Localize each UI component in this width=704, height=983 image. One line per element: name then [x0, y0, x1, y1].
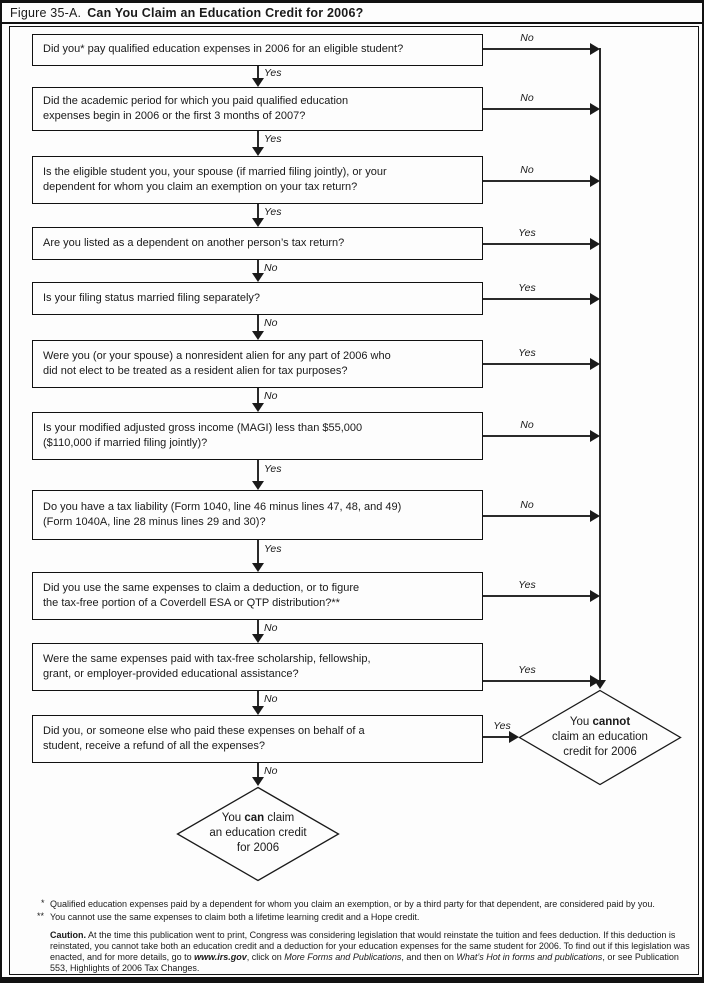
flow-arrowhead-6: [252, 403, 264, 412]
footnote-2-marker: **: [37, 911, 45, 921]
branch-arrowhead-6: [590, 358, 600, 370]
branch-line-9: [483, 595, 592, 597]
branch-line-1: [483, 48, 592, 50]
caution-text: , or see Publication 553, Highlights of 2006 Tax Changes.: [50, 952, 679, 973]
branch-label-11: Yes: [493, 720, 511, 732]
flow-arrowhead-2: [252, 147, 264, 156]
flow-line-7: [257, 460, 259, 481]
question-box-8: [32, 490, 483, 540]
outcome-text-bold: cannot: [592, 716, 631, 728]
branch-arrowhead-11: [509, 731, 519, 743]
caution-publication-ref: What’s Hot in forms and publications: [456, 952, 603, 962]
branch-label-2: No: [520, 92, 534, 104]
question-text: Did the academic period for which you paid qualified education: [43, 94, 349, 107]
flow-arrowhead-4: [252, 273, 264, 282]
branch-label-10: Yes: [518, 664, 536, 676]
flow-line-11: [257, 763, 259, 777]
footnote-1-text: Qualified education expenses paid by a dependent for whom you claim an exemption, or by a third party for that dependent, are considered paid by you.: [50, 899, 655, 909]
caution-label: Caution.: [50, 930, 86, 940]
question-text: Do you have a tax liability (Form 1040, line 46 minus lines 47, 48, and 49): [43, 500, 402, 513]
outcome-cannot-text: [518, 715, 682, 760]
branch-arrowhead-1: [590, 43, 600, 55]
flow-line-9: [257, 620, 259, 634]
flow-line-2: [257, 131, 259, 147]
branch-label-5: Yes: [518, 282, 536, 294]
outcome-text-part: You: [569, 716, 593, 728]
outcome-text-part: claim: [264, 812, 295, 824]
flow-line-3: [257, 204, 259, 218]
branch-arrowhead-7: [590, 430, 600, 442]
question-box-2: [32, 87, 483, 131]
question-text: expenses begin in 2006 or the first 3 months of 2007?: [43, 110, 306, 122]
question-text: Are you listed as a dependent on another person’s tax return?: [43, 236, 345, 249]
flow-label-8: Yes: [264, 543, 282, 555]
flow-arrowhead-10: [252, 706, 264, 715]
flow-label-10: No: [264, 693, 278, 705]
branch-line-2: [483, 108, 592, 110]
question-text: Is your modified adjusted gross income (MAGI) less than $55,000: [43, 421, 363, 434]
outcome-text-part: credit for 2006: [563, 746, 637, 758]
branch-label-6: Yes: [518, 347, 536, 359]
question-text: Is the eligible student you, your spouse (if married filing jointly), or your: [43, 165, 387, 178]
flow-label-6: No: [264, 390, 278, 402]
branch-arrowhead-2: [590, 103, 600, 115]
question-box-10: [32, 643, 483, 691]
branch-line-5: [483, 298, 592, 300]
caution-note: [50, 930, 698, 974]
flow-line-8: [257, 540, 259, 563]
question-text: (Form 1040A, line 28 minus lines 29 and 30)?: [43, 516, 266, 528]
flow-arrowhead-7: [252, 481, 264, 490]
branch-arrowhead-5: [590, 293, 600, 305]
question-text: dependent for whom you claim an exemption on your tax return?: [43, 181, 358, 193]
question-box-1: [32, 34, 483, 66]
branch-arrowhead-9: [590, 590, 600, 602]
flow-label-9: No: [264, 622, 278, 634]
footnote-2-text: You cannot use the same expenses to claim both a lifetime learning credit and a Hope credit.: [50, 912, 420, 922]
outcome-cannot-diamond: [518, 689, 682, 786]
question-text: Did you use the same expenses to claim a deduction, or to figure: [43, 581, 360, 594]
outcome-can-text: [176, 811, 340, 856]
flow-label-1: Yes: [264, 67, 282, 79]
branch-line-6: [483, 363, 592, 365]
flow-label-11: No: [264, 765, 278, 777]
question-box-9: [32, 572, 483, 620]
question-text: the tax-free portion of a Coverdell ESA or QTP distribution?**: [43, 597, 340, 609]
flow-line-1: [257, 66, 259, 78]
flow-arrowhead-11: [252, 777, 264, 786]
flow-label-5: No: [264, 317, 278, 329]
question-box-5: [32, 282, 483, 315]
caution-text: At the time this publication went to print, Congress was considering legislation that would reinstate the tuition and fees deduction. If this deduction is reinstated, you cannot take both an education credit and a deduction for your education expenses for the same student for 2006. To find out if this legislation was enacted, and for more details, go to: [50, 930, 690, 962]
question-text: ($110,000 if married filing jointly)?: [43, 437, 208, 449]
figure-heading: Can You Claim an Education Credit for 2006?: [87, 6, 364, 20]
branch-line-4: [483, 243, 592, 245]
title-divider: [2, 22, 704, 24]
branch-arrowhead-8: [590, 510, 600, 522]
branch-line-10: [483, 680, 592, 682]
branch-label-7: No: [520, 419, 534, 431]
branch-line-7: [483, 435, 592, 437]
question-text: student, receive a refund of all the expenses?: [43, 740, 265, 752]
branch-line-11: [483, 736, 511, 738]
outcome-can-diamond: [176, 786, 340, 882]
caution-text: , click on: [246, 952, 285, 962]
caution-text: , and then on: [401, 952, 457, 962]
question-text: Were you (or your spouse) a nonresident alien for any part of 2006 who: [43, 349, 391, 362]
question-box-6: [32, 340, 483, 388]
question-box-11: [32, 715, 483, 763]
figure-label: Figure 35-A.: [10, 6, 82, 20]
question-box-3: [32, 156, 483, 204]
question-text: grant, or employer-provided educational assistance?: [43, 668, 299, 680]
branch-line-3: [483, 180, 592, 182]
flow-arrowhead-9: [252, 634, 264, 643]
flow-arrowhead-8: [252, 563, 264, 572]
outcome-text-part: You: [221, 812, 245, 824]
outcome-text-part: an education credit: [209, 827, 307, 839]
branch-arrowhead-4: [590, 238, 600, 250]
flow-label-4: No: [264, 262, 278, 274]
footnote-1-marker: *: [41, 898, 45, 908]
flow-label-2: Yes: [264, 133, 282, 145]
outcome-text-bold: can: [244, 812, 265, 824]
question-text: Is your filing status married filing separately?: [43, 291, 261, 304]
flow-arrowhead-1: [252, 78, 264, 87]
branch-label-8: No: [520, 499, 534, 511]
question-text: did not elect to be treated as a resident alien for tax purposes?: [43, 365, 348, 377]
flow-arrowhead-3: [252, 218, 264, 227]
flow-arrowhead-5: [252, 331, 264, 340]
question-text: Did you, or someone else who paid these expenses on behalf of a: [43, 724, 365, 737]
flow-line-6: [257, 388, 259, 403]
flow-label-7: Yes: [264, 463, 282, 475]
question-box-7: [32, 412, 483, 460]
branch-arrowhead-3: [590, 175, 600, 187]
flow-line-4: [257, 260, 259, 273]
flow-line-10: [257, 691, 259, 706]
flow-label-3: Yes: [264, 206, 282, 218]
branch-line-8: [483, 515, 592, 517]
irs-website-text: www.irs.gov: [194, 952, 247, 962]
collector-arrowhead: [594, 680, 606, 689]
branch-label-4: Yes: [518, 227, 536, 239]
branch-label-3: No: [520, 164, 534, 176]
branch-label-1: No: [520, 32, 534, 44]
figure-title: [10, 6, 363, 20]
branch-label-9: Yes: [518, 579, 536, 591]
outcome-text-part: claim an education: [552, 731, 648, 743]
caution-publication-ref: More Forms and Publications: [284, 952, 402, 962]
question-text: Did you* pay qualified education expenses in 2006 for an eligible student?: [43, 43, 404, 56]
question-text: Were the same expenses paid with tax-free scholarship, fellowship,: [43, 652, 371, 665]
question-box-4: [32, 227, 483, 260]
flow-line-5: [257, 315, 259, 331]
outcome-text-part: for 2006: [236, 842, 280, 854]
